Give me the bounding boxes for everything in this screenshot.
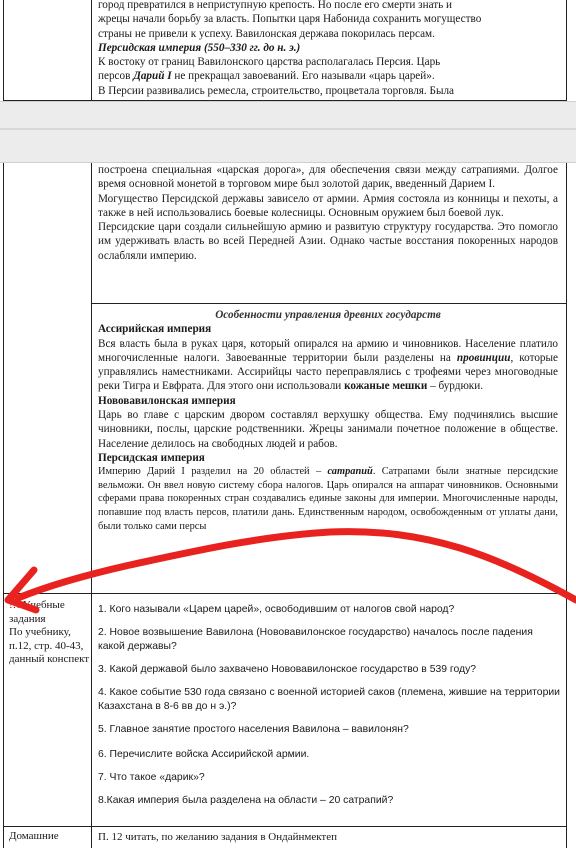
annotation-stroke	[18, 532, 576, 600]
neo-babylon-title: Нововавилонская империя	[98, 394, 236, 407]
question: 1. Кого называли «Царем царей», освободившим от налогов свой народ?	[98, 604, 455, 615]
section-title: Особенности управления древних государств	[215, 309, 441, 321]
text-line: В Персии развивались ремесла, строительство, процветала торговля. Была	[98, 84, 455, 97]
paragraph: Могущество Персидской державы зависело от армии. Армия состояла из конницы и пехоты, а также в ней использовались боевые колесницы. Основным оружием был боевой лук.	[98, 192, 558, 219]
home-label: Домашние	[9, 830, 59, 842]
assyria-text: Вся власть была в руках царя, который опирался на армию и чиновников. Население платило многочисленные налоги. Завоеванные территории были разделены на провинции, которые управлялись наместниками. Ассирийцы часто переправлялись с трофеями через многоводные реки Тигра и Евфрата. Для этого они использовали кожаные мешки – бурдюки.	[98, 337, 558, 393]
home-text: П. 12 читать, по желанию задания в Ондайнмектеп	[98, 831, 337, 843]
persian-text: Империю Дарий I разделил на 20 областей – сатрапий. Сатрапами были знатные персидские вельможи. Он ввел новую систему сбора налогов. Царь опирался на аппарат чиновников. Основными сферами права покоренных стран создавались единые законы для империи. Многочисленные народы, попавшие под власть персов, платили дань. Единственным народом, освобожденным от уплаты дани, были только сами персы	[98, 466, 558, 532]
text-line: страны не привели к успеху. Вавилонская держава покорилась персам.	[98, 27, 435, 40]
question: 4. Какое событие 530 года связано с военной историей саков (племена, жившие на территории Казахстана в 8-6 вв до н э.)?	[98, 687, 560, 712]
assyria-title: Ассирийская империя	[98, 323, 212, 336]
question: 5. Главное занятие простого населения Вавилона – вавилонян?	[98, 724, 409, 735]
text-line: жрецы начали борьбу за власть. Попытки царя Набонида сохранить могущество	[98, 13, 482, 26]
neo-babylon-text: Царь во главе с царским двором составлял верхушку общества. Ему подчинялись высшие чиновники, послы, царские родственники. Жрецы занимали почетное положение в обществе. Население делилось на свободных людей и рабов.	[98, 409, 558, 450]
persian-title: Персидская империя	[98, 451, 205, 464]
question: 3. Какой державой было захвачено Нововавилонское государство в 539 году?	[98, 664, 477, 675]
tasks-sub: По учебнику, п.12, стр. 40-43, данный конспект	[9, 626, 90, 665]
text-line: К востоку от границ Вавилонского царства располагалась Персия. Царь	[98, 56, 441, 69]
persia-heading: Персидская империя (550–330 гг. до н. э.)	[98, 41, 301, 54]
tasks-label: !!! Учебные задания	[9, 599, 65, 625]
question: 7. Что такое «дарик»?	[98, 772, 205, 783]
paragraph: Персидские цари создали сильнейшую армию и развитую структуру государства. Это помогло им удерживать власть во всей Передней Азии. Однако частые восстания покоренных народов ослабляли империю.	[98, 221, 558, 262]
question: 8.Какая империя была разделена на области – 20 сатрапий?	[98, 795, 394, 806]
question: 6. Перечислите войска Ассирийской армии.	[98, 749, 310, 760]
paragraph: построена специальная «царская дорога», для обеспечения связи между сатрапиями. Долгое время основной монетой в торговом мире был золотой дарик, введенный Дарием I.	[98, 164, 558, 191]
text-line: город превратился в неприступную крепость. Но после его смерти знать и	[98, 0, 453, 11]
question: 2. Новое возвышение Вавилона (Нововавилонское государство) началось после падения какой державы?	[98, 627, 533, 652]
text-line: персов Дарий I не прекращал завоеваний. Его называли «царь царей».	[98, 70, 435, 83]
